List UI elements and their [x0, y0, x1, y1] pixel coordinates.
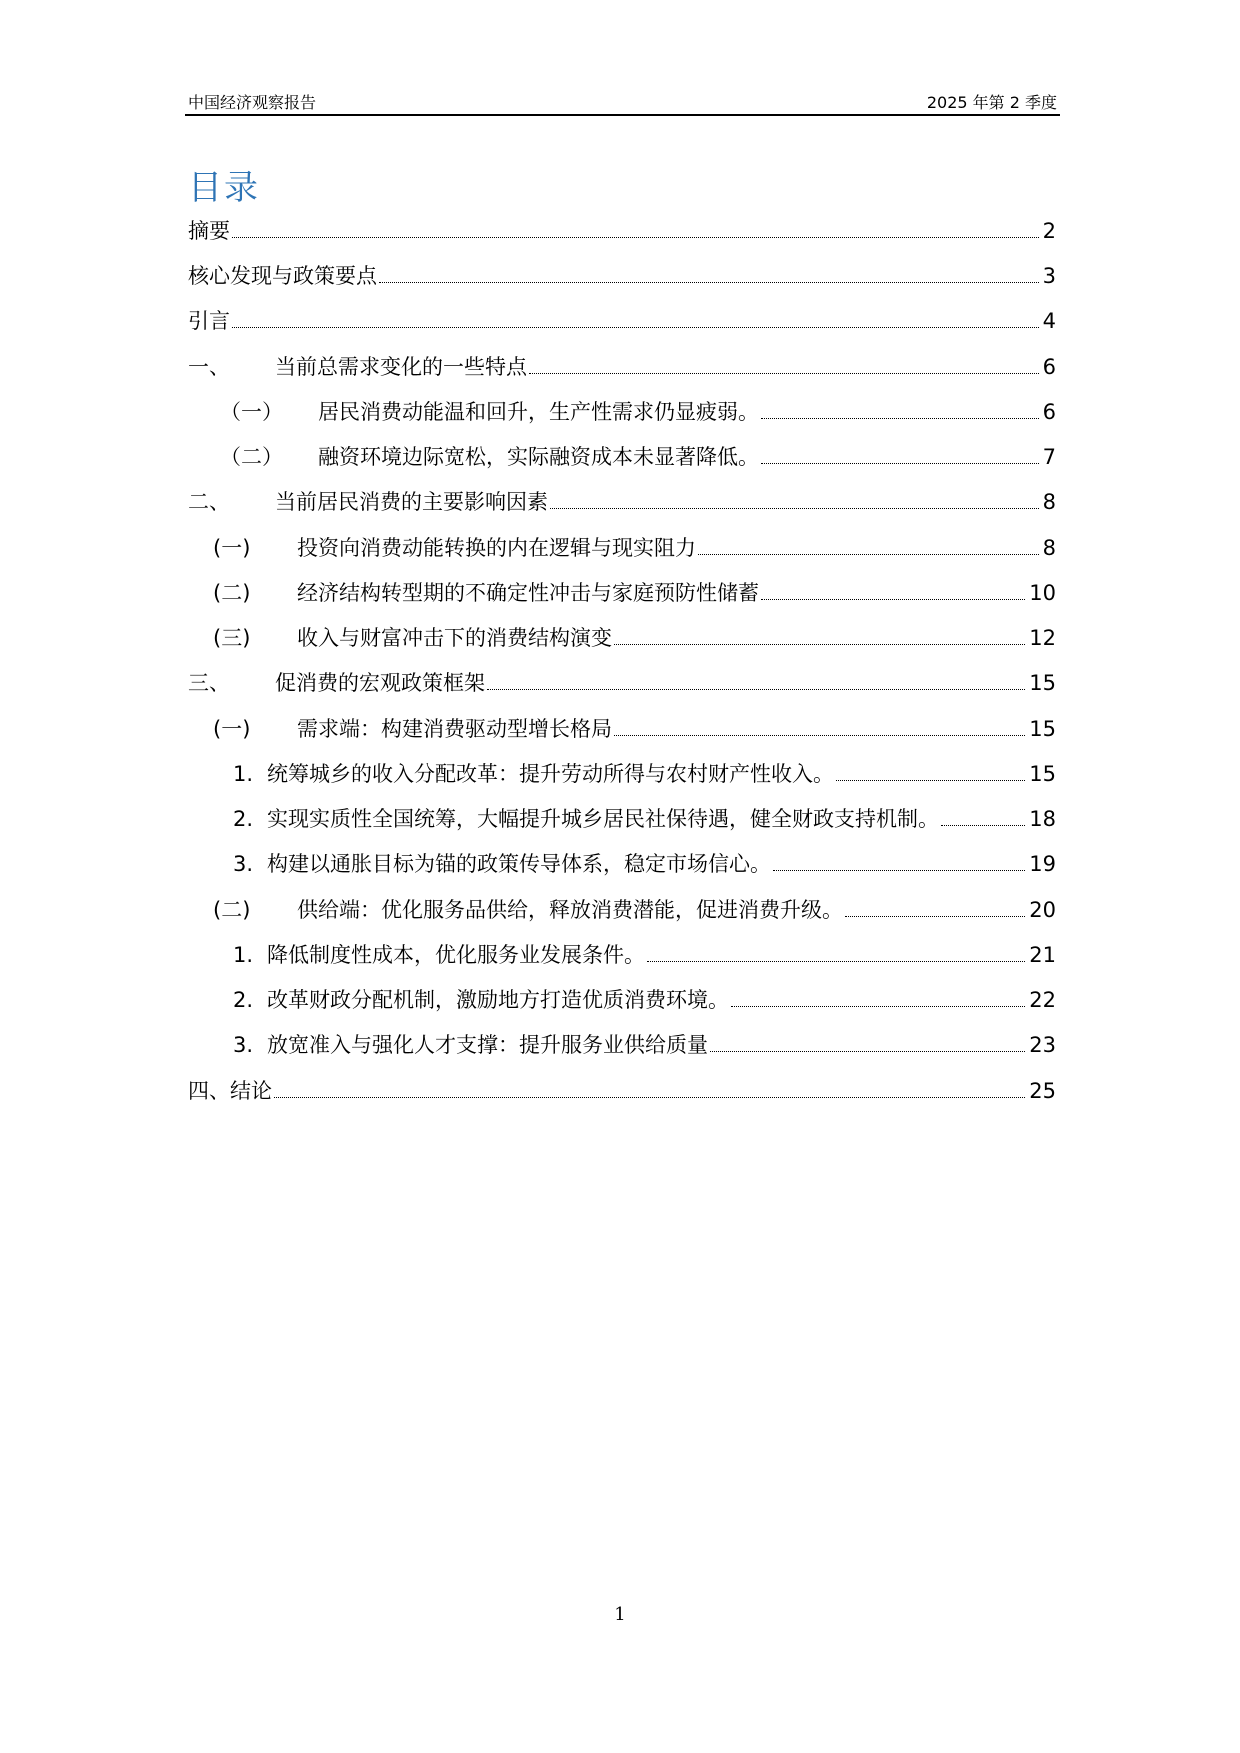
dot-leader: [761, 418, 1039, 419]
toc-entry[interactable]: [213, 712, 1056, 742]
toc-entry-number: 1.: [233, 943, 254, 967]
report-period: 2025 年第 2 季度: [926, 93, 1057, 112]
report-title: 中国经济观察报告: [188, 93, 317, 112]
toc-entry[interactable]: [220, 440, 1056, 470]
toc-entry-number: 3.: [233, 852, 254, 876]
toc-entry-number: (三): [213, 626, 251, 650]
dot-leader: [379, 282, 1039, 283]
toc-entry-text: 促消费的宏观政策框架: [275, 671, 485, 695]
toc-entry-text: 改革财政分配机制，激励地方打造优质消费环境。: [267, 988, 729, 1012]
toc-entry[interactable]: [188, 666, 1056, 696]
toc-entry-page: 22: [1029, 988, 1056, 1012]
dot-leader: [941, 825, 1025, 826]
toc-entry-page: 20: [1029, 898, 1056, 922]
toc-entry[interactable]: [213, 893, 1056, 923]
toc-entry-text: 收入与财富冲击下的消费结构演变: [297, 626, 612, 650]
dot-leader: [845, 916, 1025, 917]
toc-entry-text: 放宽准入与强化人才支撑：提升服务业供给质量: [267, 1033, 708, 1057]
toc-entry-page: 6: [1042, 400, 1056, 424]
dot-leader: [232, 327, 1039, 328]
toc-entry[interactable]: [233, 802, 1056, 832]
dot-leader: [773, 870, 1025, 871]
toc-entry-number: (一): [213, 536, 251, 560]
toc-entry-number: （一）: [220, 400, 283, 424]
page-number: 1: [614, 1604, 626, 1625]
toc-entry-number: 1.: [233, 762, 254, 786]
dot-leader: [731, 1006, 1025, 1007]
toc-entry[interactable]: [188, 304, 1056, 334]
toc-entry-number: (一): [213, 717, 251, 741]
toc-entry-number: 3.: [233, 1033, 254, 1057]
toc-entry[interactable]: [213, 531, 1056, 561]
toc-entry-number: （二）: [220, 445, 283, 469]
toc-entry-text: 实现实质性全国统筹，大幅提升城乡居民社保待遇，健全财政支持机制。: [267, 807, 939, 831]
toc-entry[interactable]: [188, 350, 1056, 380]
toc-entry-page: 21: [1029, 943, 1056, 967]
page-header: [185, 86, 1060, 116]
dot-leader: [710, 1051, 1025, 1052]
toc-entry-number: (二): [213, 581, 251, 605]
toc-entry-page: 12: [1029, 626, 1056, 650]
toc-entry[interactable]: [213, 621, 1056, 651]
toc-entry-page: 15: [1029, 762, 1056, 786]
toc-entry-page: 7: [1042, 445, 1056, 469]
dot-leader: [529, 373, 1039, 374]
toc-entry[interactable]: [233, 847, 1056, 877]
toc-entry-page: 6: [1042, 355, 1056, 379]
toc-entry-text: 摘要: [188, 219, 230, 243]
toc-entry[interactable]: [233, 757, 1056, 787]
toc-entry-text: 融资环境边际宽松，实际融资成本未显著降低。: [318, 445, 759, 469]
toc-entry[interactable]: [213, 576, 1056, 606]
toc-entry-page: 4: [1042, 309, 1056, 333]
toc-entry-number: 2.: [233, 807, 254, 831]
dot-leader: [647, 961, 1025, 962]
toc-entry[interactable]: [220, 395, 1056, 425]
toc-entry-page: 3: [1042, 264, 1056, 288]
toc-entry-text: 引言: [188, 309, 230, 333]
toc-entry-text: 投资向消费动能转换的内在逻辑与现实阻力: [297, 536, 696, 560]
toc-entry-text: 当前居民消费的主要影响因素: [275, 490, 548, 514]
toc-entry-page: 18: [1029, 807, 1056, 831]
toc-entry-page: 23: [1029, 1033, 1056, 1057]
dot-leader: [698, 554, 1039, 555]
toc-entry[interactable]: [188, 1074, 1056, 1104]
dot-leader: [487, 689, 1025, 690]
dot-leader: [550, 508, 1039, 509]
dot-leader: [836, 780, 1025, 781]
toc-entry[interactable]: [233, 938, 1056, 968]
toc-entry-number: 一、: [188, 355, 230, 379]
toc-heading: 目录: [188, 168, 260, 208]
dot-leader: [614, 644, 1025, 645]
toc-entry-page: 15: [1029, 671, 1056, 695]
toc-entry[interactable]: [188, 259, 1056, 289]
toc-entry-text: 降低制度性成本，优化服务业发展条件。: [267, 943, 645, 967]
toc-entry-text: 核心发现与政策要点: [188, 264, 377, 288]
toc-entry-text: 四、结论: [188, 1079, 272, 1103]
toc-entry-page: 15: [1029, 717, 1056, 741]
dot-leader: [274, 1097, 1025, 1098]
toc-entry[interactable]: [188, 485, 1056, 515]
dot-leader: [232, 237, 1039, 238]
dot-leader: [614, 735, 1025, 736]
toc-entry-page: 10: [1029, 581, 1056, 605]
toc-entry-text: 需求端：构建消费驱动型增长格局: [297, 717, 612, 741]
toc-entry-number: (二): [213, 898, 251, 922]
toc-entry-text: 经济结构转型期的不确定性冲击与家庭预防性储蓄: [297, 581, 759, 605]
toc-entry-text: 构建以通胀目标为锚的政策传导体系，稳定市场信心。: [267, 852, 771, 876]
toc-entry[interactable]: [233, 983, 1056, 1013]
toc-entry-page: 25: [1029, 1079, 1056, 1103]
dot-leader: [761, 463, 1039, 464]
toc-entry-page: 2: [1042, 219, 1056, 243]
toc-entry-page: 19: [1029, 852, 1056, 876]
toc-entry-page: 8: [1042, 490, 1056, 514]
toc-entry-text: 统筹城乡的收入分配改革：提升劳动所得与农村财产性收入。: [267, 762, 834, 786]
toc-entry-text: 居民消费动能温和回升，生产性需求仍显疲弱。: [318, 400, 759, 424]
toc-entry-text: 供给端：优化服务品供给，释放消费潜能，促进消费升级。: [297, 898, 843, 922]
toc-entry-text: 当前总需求变化的一些特点: [275, 355, 527, 379]
toc-entry-number: 二、: [188, 490, 230, 514]
toc-entry[interactable]: [188, 214, 1056, 244]
dot-leader: [761, 599, 1025, 600]
toc-entry-page: 8: [1042, 536, 1056, 560]
toc-entry-number: 2.: [233, 988, 254, 1012]
toc-entry-number: 三、: [188, 671, 230, 695]
toc-entry[interactable]: [233, 1028, 1056, 1058]
